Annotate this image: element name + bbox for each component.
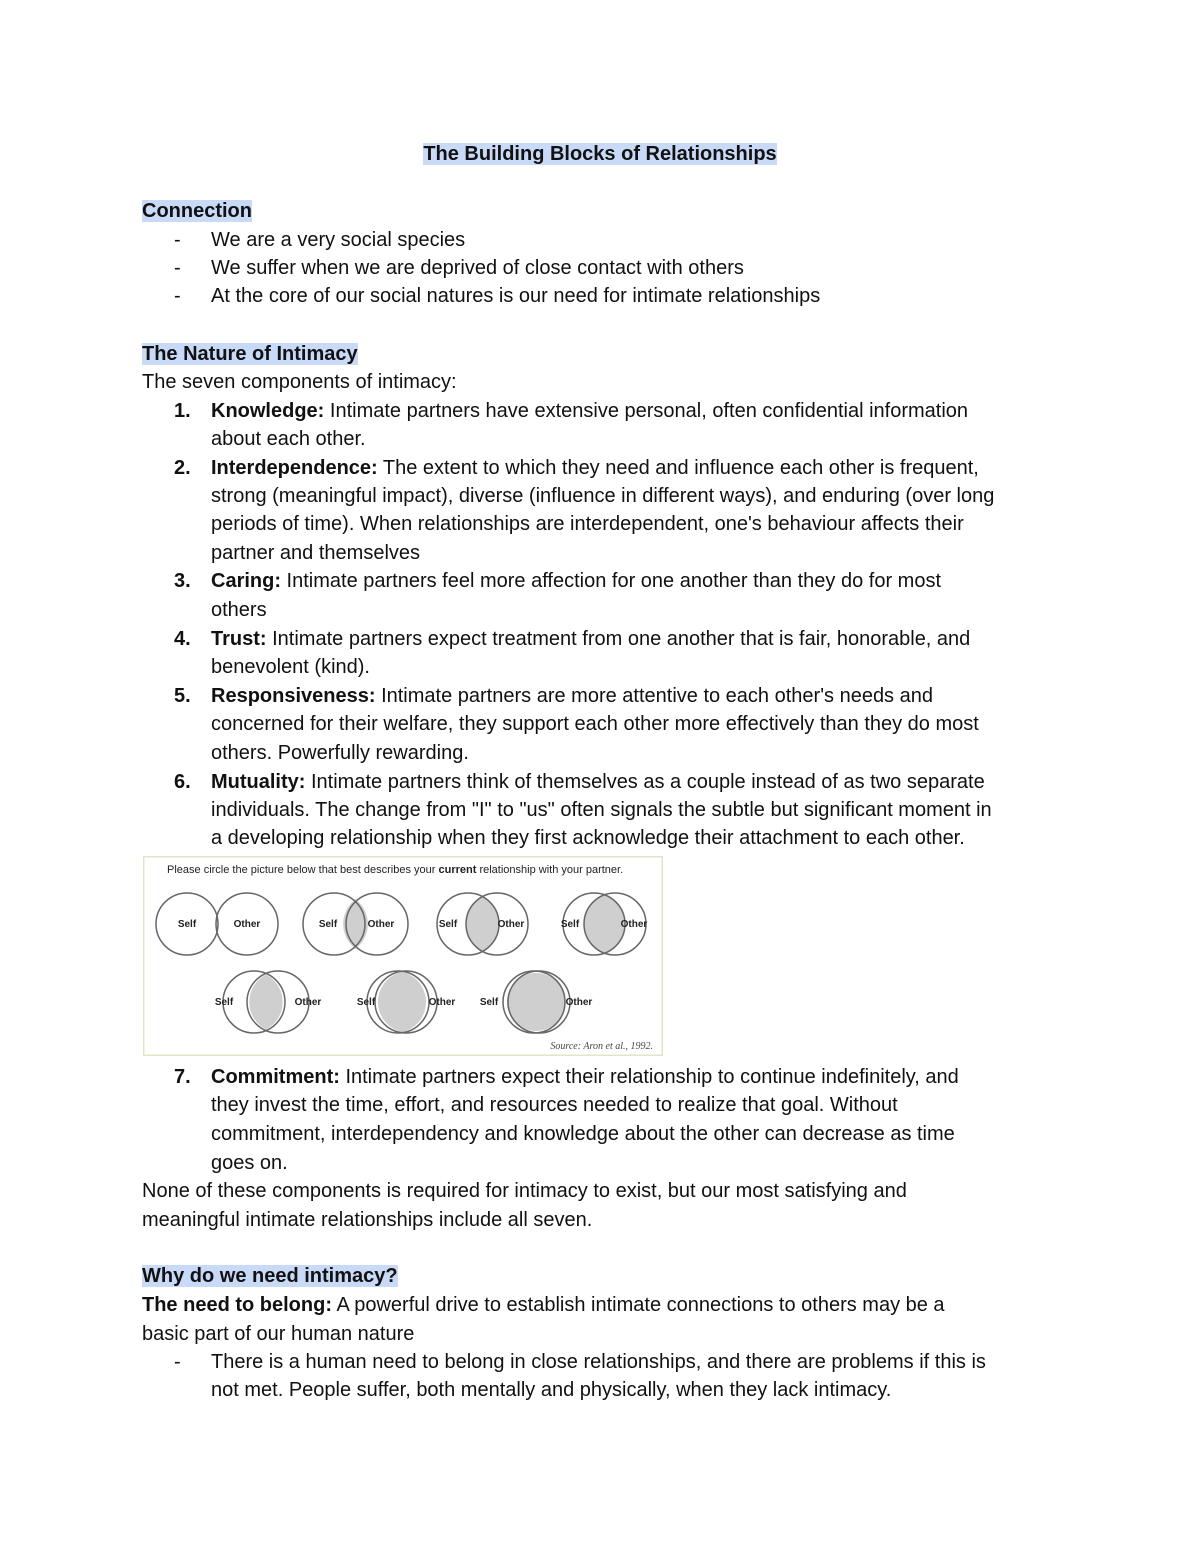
svg-text:Other: Other xyxy=(497,919,525,930)
list-item-cont: partner and themselves xyxy=(211,542,421,564)
list-number: 7. xyxy=(174,1066,191,1088)
list-item-cont: others xyxy=(211,599,267,621)
svg-text:Self: Self xyxy=(177,919,197,930)
svg-text:Self: Self xyxy=(479,997,499,1008)
page-title: The Building Blocks of Relationships xyxy=(423,143,777,165)
bullet-dash: - xyxy=(174,1351,181,1373)
ios-scale-svg xyxy=(143,856,663,1056)
list-number: 6. xyxy=(174,771,191,793)
list-item-cont: a developing relationship when they first acknowledge their attachment to each other. xyxy=(211,827,965,849)
list-item-cont: about each other. xyxy=(211,428,366,450)
need-to-belong-text: The need to belong: A powerful drive to establish intimate connections to others may be a xyxy=(142,1294,945,1316)
bullet-dash: - xyxy=(174,229,181,251)
list-number: 5. xyxy=(174,685,191,707)
bullet-text: There is a human need to belong in close relationships, and there are problems if this is xyxy=(211,1351,986,1373)
bullet-text: At the core of our social natures is our need for intimate relationships xyxy=(211,285,821,307)
svg-text:Other: Other xyxy=(428,997,456,1008)
svg-text:Self: Self xyxy=(560,919,580,930)
bullet-dash: - xyxy=(174,257,181,279)
closing-text: None of these components is required for intimacy to exist, but our most satisfying and xyxy=(142,1180,907,1202)
list-item-cont: concerned for their welfare, they support each other more effectively than they do most xyxy=(211,713,979,735)
bullet-dash: - xyxy=(174,285,181,307)
list-item: Caring: Intimate partners feel more affection for one another than they do for most xyxy=(211,570,941,592)
svg-text:Other: Other xyxy=(294,997,322,1008)
list-item-cont: they invest the time, effort, and resources needed to realize that goal. Without xyxy=(211,1094,898,1116)
list-item-cont: commitment, interdependency and knowledge about the other can decrease as time xyxy=(211,1123,955,1145)
list-number: 2. xyxy=(174,457,191,479)
svg-text:Self: Self xyxy=(318,919,338,930)
svg-text:Other: Other xyxy=(233,919,261,930)
list-item-cont: goes on. xyxy=(211,1152,288,1174)
bullet-text-cont: not met. People suffer, both mentally and physically, when they lack intimacy. xyxy=(211,1379,892,1401)
list-item-cont: others. Powerfully rewarding. xyxy=(211,742,469,764)
list-item: Commitment: Intimate partners expect their relationship to continue indefinitely, and xyxy=(211,1066,959,1088)
intro-text: The seven components of intimacy: xyxy=(142,371,457,393)
bullet-text: We are a very social species xyxy=(211,229,466,251)
svg-text:Self: Self xyxy=(356,997,376,1008)
bullet-text: We suffer when we are deprived of close contact with others xyxy=(211,257,744,279)
svg-text:Self: Self xyxy=(438,919,458,930)
svg-text:Other: Other xyxy=(620,919,648,930)
need-to-belong-cont: basic part of our human nature xyxy=(142,1323,415,1345)
list-number: 4. xyxy=(174,628,191,650)
figure-source: Source: Aron et al., 1992. xyxy=(550,1041,653,1052)
list-item-cont: benevolent (kind). xyxy=(211,656,370,678)
list-number: 1. xyxy=(174,400,191,422)
list-item: Interdependence: The extent to which they need and influence each other is frequent, xyxy=(211,457,979,479)
svg-text:Other: Other xyxy=(367,919,395,930)
list-item: Knowledge: Intimate partners have extensive personal, often confidential information xyxy=(211,400,969,422)
list-item-cont: periods of time). When relationships are interdependent, one's behaviour affects their xyxy=(211,513,964,535)
svg-text:Self: Self xyxy=(214,997,234,1008)
list-item-cont: strong (meaningful impact), diverse (influence in different ways), and enduring (over long xyxy=(211,485,995,507)
figure-caption: Please circle the picture below that best describes your current relationship with your partner. xyxy=(167,864,624,876)
ios-scale-figure xyxy=(143,856,663,1056)
svg-text:Other: Other xyxy=(565,997,593,1008)
section-heading-nature: The Nature of Intimacy xyxy=(142,343,358,365)
closing-text: meaningful intimate relationships include all seven. xyxy=(142,1209,593,1231)
section-heading-connection: Connection xyxy=(142,200,252,222)
list-item-cont: individuals. The change from "I" to "us" often signals the subtle but significant moment in xyxy=(211,799,992,821)
list-item: Mutuality: Intimate partners think of themselves as a couple instead of as two separate xyxy=(211,771,985,793)
list-number: 3. xyxy=(174,570,191,592)
section-heading-why: Why do we need intimacy? xyxy=(142,1265,398,1287)
list-item: Responsiveness: Intimate partners are more attentive to each other's needs and xyxy=(211,685,933,707)
list-item: Trust: Intimate partners expect treatment from one another that is fair, honorable, and xyxy=(211,628,971,650)
